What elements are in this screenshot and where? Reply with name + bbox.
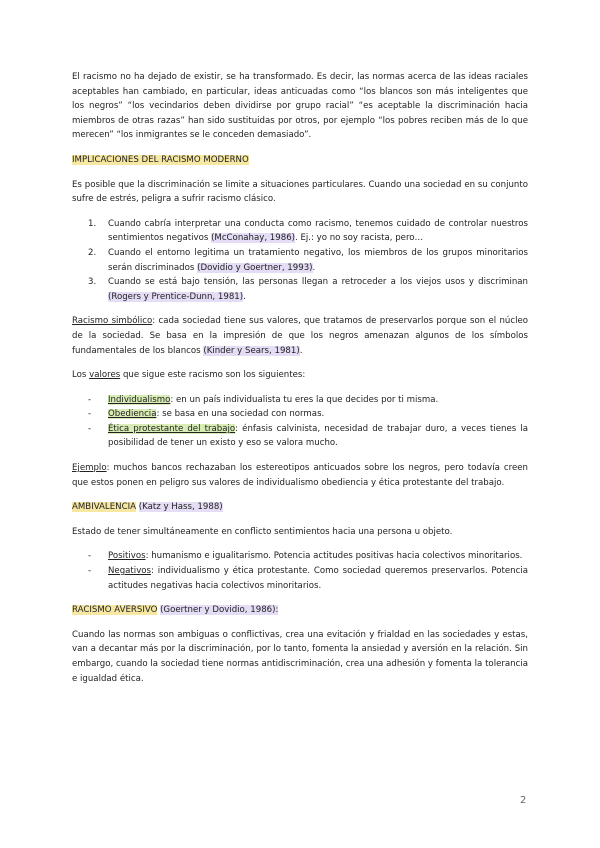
term: Positivos (108, 551, 146, 562)
section-heading-implicaciones (72, 153, 528, 168)
list-item (72, 275, 528, 304)
list-item-text: : individualismo y ética protestante. Como sociedad queremos preservarlos. Potencia actitudes negativas hacia colectivos minoritarios. (108, 566, 528, 591)
valores-post: que sigue este racismo son los siguientes: (120, 370, 306, 381)
simbolico-after: . (299, 345, 303, 356)
section-heading-aversivo (72, 603, 528, 618)
simbolico-paragraph (72, 314, 528, 358)
dash-bullet: - (88, 394, 92, 405)
list-item (72, 246, 528, 275)
term: Individualismo (108, 394, 171, 405)
list-item-text: : énfasis calvinista, necesidad de trabajar duro, a veces tienes la posibilidad de tener un existo y eso se valora mucho. (108, 423, 529, 449)
list-number: 3. (88, 277, 97, 288)
ambivalencia-list (72, 549, 528, 593)
term-racismo-simbolico: Racismo simbólico (72, 316, 153, 327)
list-number: 2. (88, 247, 97, 258)
page-number: 2 (520, 795, 527, 806)
list-item-text: : humanismo e igualitarismo. Potencia actitudes positivas hacia colectivos minoritarios. (145, 551, 523, 562)
citation: (Goertner y Dovidio, 1986): (160, 605, 279, 616)
list-item-text: Cuando se está bajo tensión, las personas llegan a retroceder a los viejos usos y discriminan (108, 277, 528, 288)
ambivalencia-intro: Estado de tener simultáneamente en conflicto sentimientos hacia una persona u objeto. (72, 526, 453, 537)
dash-bullet: - (88, 551, 92, 562)
aversivo-paragraph: Cuando las normas son ambiguas o conflictivas, crea una evitación y frialdad en las sociedades y estas, van a decantar más por la discriminación, por lo tanto, fomenta la ansiedad y aversión en la relación. Sin embargo, cuando la sociedad tiene normas antidiscriminación, crea una adhesión y fomenta la tolerancia e igualdad ética. (72, 629, 528, 684)
valores-intro (72, 368, 528, 383)
list-item (72, 422, 528, 451)
term: Obediencia (108, 409, 157, 420)
citation: (Kinder y Sears, 1981) (203, 345, 300, 356)
list-item (72, 393, 528, 408)
dash-bullet: - (88, 423, 92, 434)
citation: (McConahay, 1986) (211, 233, 296, 244)
term: Ética protestante del trabajo (108, 423, 236, 434)
list-number: 1. (88, 218, 97, 229)
list-item-text: : se basa en una sociedad con normas. (156, 409, 325, 420)
simbolico-text: : cada sociedad tiene sus valores, que tratamos de preservarlos porque son el núcleo de la sociedad. Se basa en la impresión de que los negros amenazan algunos de los símbolos fundamentales de los blancos (72, 316, 528, 356)
citation: (Katz y Hass, 1988) (138, 502, 223, 513)
list-item-text: Cuando cabría interpretar una conducta como racismo, tenemos cuidado de controlar nuestros sentimientos negativos (108, 218, 528, 244)
section-heading-ambivalencia (72, 500, 528, 515)
dash-bullet: - (88, 566, 92, 577)
list-item (72, 217, 528, 246)
heading-text: IMPLICACIONES DEL RACISMO MODERNO (72, 154, 249, 165)
heading-text: RACISMO AVERSIVO (72, 605, 158, 616)
valores-list (72, 393, 528, 451)
valores-pre: Los (72, 370, 90, 381)
heading-text: AMBIVALENCIA (72, 502, 136, 513)
implicaciones-list (72, 217, 528, 305)
ejemplo-paragraph (72, 461, 528, 490)
dash-bullet: - (88, 409, 92, 420)
list-item-text: : en un país individualista tu eres la que decides por ti misma. (170, 394, 439, 405)
list-item-after: . (243, 291, 246, 302)
document-page (72, 70, 528, 696)
citation: (Dovidio y Goertner, 1993) (197, 262, 313, 273)
list-item (72, 564, 528, 593)
list-item (72, 407, 528, 422)
intro-paragraph: El racismo no ha dejado de existir, se ha transformado. Es decir, las normas acerca de las ideas raciales aceptables han cambiado, en particular, ideas anticuadas como “los blancos son más inteligentes que los negros” “los vecindarios deben dividirse por grupo racial” “es aceptable la discriminación hacia miembros de otras razas” han sido sustituidas por otros, por ejemplo “los pobres reciben más de lo que merecen” “los inmigrantes se le conceden demasiado”. (72, 72, 528, 141)
list-item-after: . (312, 262, 316, 273)
list-item (72, 549, 528, 564)
implicaciones-intro: Es posible que la discriminación se limite a situaciones particulares. Cuando una sociedad en su conjunto sufre de estrés, peligra a sufrir racismo clásico. (72, 179, 528, 205)
term: Negativos (108, 566, 152, 577)
term-valores: valores (89, 370, 121, 381)
list-item-text: Cuando el entorno legitima un tratamiento negativo, los miembros de los grupos minoritarios serán discriminados (108, 247, 528, 273)
term-ejemplo: Ejemplo (72, 463, 107, 474)
ejemplo-text: : muchos bancos rechazaban los estereotipos anticuados sobre los negros, pero todavía creen que estos ponen en peligro sus valores de individualismo obediencia y ética protestante del trabajo. (72, 463, 528, 488)
citation: (Rogers y Prentice-Dunn, 1981) (108, 291, 244, 302)
list-item-after: . Ej.: yo no soy racista, pero… (295, 233, 424, 244)
